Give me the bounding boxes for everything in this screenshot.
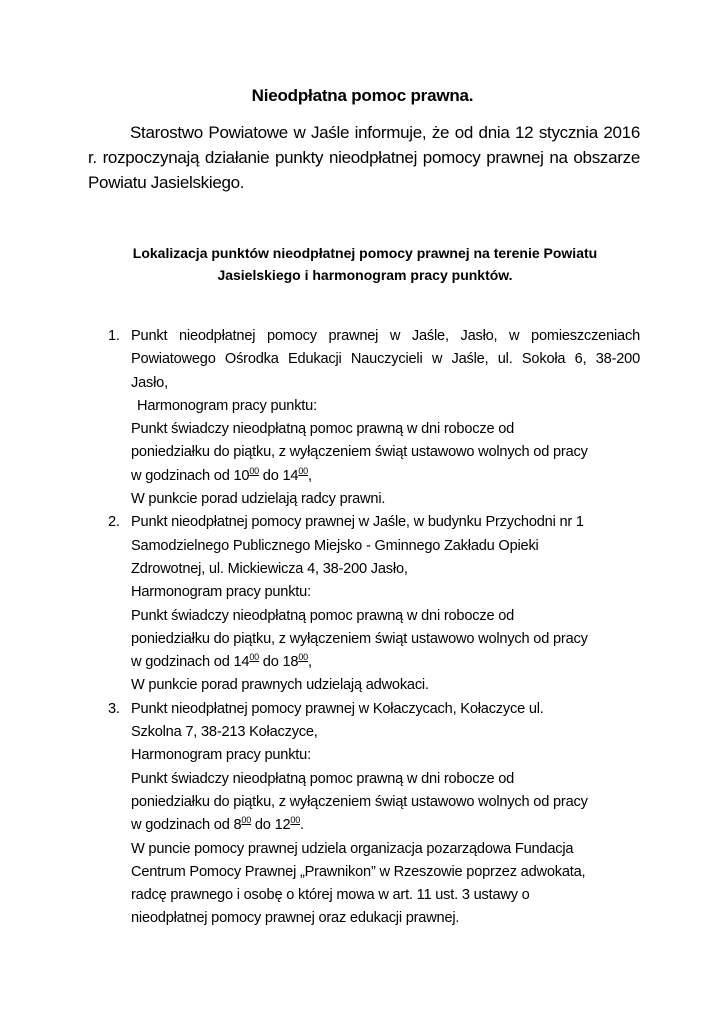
hours-to: 14 bbox=[282, 467, 299, 484]
locations-list bbox=[108, 325, 640, 931]
hours-suffix: . bbox=[300, 817, 304, 834]
hours-suffix: , bbox=[307, 654, 312, 671]
schedule-text: Punkt świadczy nieodpłatną pomoc prawną w dni robocze od bbox=[131, 421, 515, 438]
location-text: Zdrowotnej, ul. Mickiewicza 4, 38-200 Jasło, bbox=[131, 560, 408, 577]
schedule-heading: Harmonogram pracy punktu: bbox=[131, 584, 311, 601]
advisor-note: Centrum Pomocy Prawnej „Prawnikon” w Rzeszowie poprzez adwokata, bbox=[131, 863, 586, 880]
section-heading-line-1: Lokalizacja punktów nieodpłatnej pomocy prawnej na terenie Powiatu bbox=[132, 245, 598, 261]
section-heading-line-2: Jasielskiego i harmonogram pracy punktów. bbox=[217, 267, 513, 283]
hours-to: 18 bbox=[282, 654, 299, 671]
hours-to: 12 bbox=[274, 817, 291, 834]
location-text: Szkolna 7, 38-213 Kołaczyce, bbox=[131, 724, 318, 741]
schedule-hours bbox=[131, 651, 640, 674]
page-title: Nieodpłatna pomoc prawna. bbox=[251, 86, 474, 105]
list-item-number: 1. bbox=[108, 328, 120, 344]
hours-mid: do bbox=[258, 654, 283, 671]
hours-from-minutes: 00 bbox=[249, 652, 259, 663]
list-item-number: 3. bbox=[108, 700, 120, 717]
schedule-hours bbox=[131, 465, 640, 488]
hours-suffix: , bbox=[307, 467, 312, 484]
schedule-heading: Harmonogram pracy punktu: bbox=[131, 747, 311, 764]
list-item bbox=[108, 511, 640, 697]
advisor-note: nieodpłatnej pomocy prawnej oraz edukacji prawnej. bbox=[131, 910, 460, 927]
advisor-note: W punkcie porad udzielają radcy prawni. bbox=[131, 491, 386, 508]
hours-prefix: w godzinach od bbox=[131, 467, 234, 484]
hours-from: 8 bbox=[233, 817, 242, 834]
schedule-text: Punkt świadczy nieodpłatną pomoc prawną w dni robocze od bbox=[131, 770, 515, 787]
hours-mid: do bbox=[251, 817, 275, 834]
hours-from: 10 bbox=[233, 467, 250, 484]
list-item bbox=[108, 325, 640, 511]
advisor-note: W puncie pomocy prawnej udziela organizacja pozarządowa Fundacja bbox=[131, 840, 574, 857]
schedule-text: poniedziałku do piątku, z wyłączeniem świąt ustawowo wolnych od pracy bbox=[131, 630, 588, 647]
location-text: Punkt nieodpłatnej pomocy prawnej w Kołaczycach, Kołaczyce ul. bbox=[131, 700, 544, 717]
hours-to-minutes: 00 bbox=[298, 652, 308, 663]
hours-prefix: w godzinach od bbox=[131, 654, 234, 671]
advisor-note: radcę prawnego i osobę o której mowa w art. 11 ust. 3 ustawy o bbox=[131, 887, 530, 904]
hours-from-minutes: 00 bbox=[241, 815, 252, 826]
list-item-number: 2. bbox=[108, 514, 120, 531]
hours-to-minutes: 00 bbox=[298, 465, 308, 476]
schedule-heading: Harmonogram pracy punktu: bbox=[137, 397, 317, 414]
location-text: Jasło, bbox=[131, 374, 168, 391]
location-text: Punkt nieodpłatnej pomocy prawnej w Jaśle, w budynku Przychodni nr 1 bbox=[131, 514, 584, 531]
schedule-text: poniedziałku do piątku, z wyłączeniem świąt ustawowo wolnych od pracy bbox=[131, 444, 588, 461]
section-heading bbox=[100, 242, 630, 286]
hours-from-minutes: 00 bbox=[249, 465, 259, 476]
intro-paragraph bbox=[88, 120, 640, 195]
hours-mid: do bbox=[258, 467, 283, 484]
hours-prefix: w godzinach od bbox=[131, 817, 234, 834]
schedule-hours bbox=[131, 814, 640, 837]
schedule-text: Punkt świadczy nieodpłatną pomoc prawną w dni robocze od bbox=[131, 607, 515, 624]
hours-to-minutes: 00 bbox=[290, 815, 301, 826]
advisor-note: W punkcie porad prawnych udzielają adwokaci. bbox=[131, 677, 429, 694]
location-text: Samodzielnego Publicznego Miejsko - Gminnego Zakładu Opieki bbox=[131, 537, 539, 554]
schedule-text: poniedziałku do piątku, z wyłączeniem świąt ustawowo wolnych od pracy bbox=[131, 793, 588, 810]
intro-text: Starostwo Powiatowe w Jaśle informuje, że od dnia 12 stycznia 2016 r. rozpoczynają działanie punkty nieodpłatnej pomocy prawnej na obszarze Powiatu Jasielskiego. bbox=[88, 123, 640, 192]
location-text: Powiatowego Ośrodka Edukacji Nauczycieli w Jaśle, ul. Sokoła 6, 38-200 bbox=[131, 351, 640, 368]
hours-from: 14 bbox=[233, 654, 250, 671]
list-item bbox=[108, 698, 640, 931]
location-text: Punkt nieodpłatnej pomocy prawnej w Jaśle, Jasło, w pomieszczeniach bbox=[131, 328, 640, 344]
